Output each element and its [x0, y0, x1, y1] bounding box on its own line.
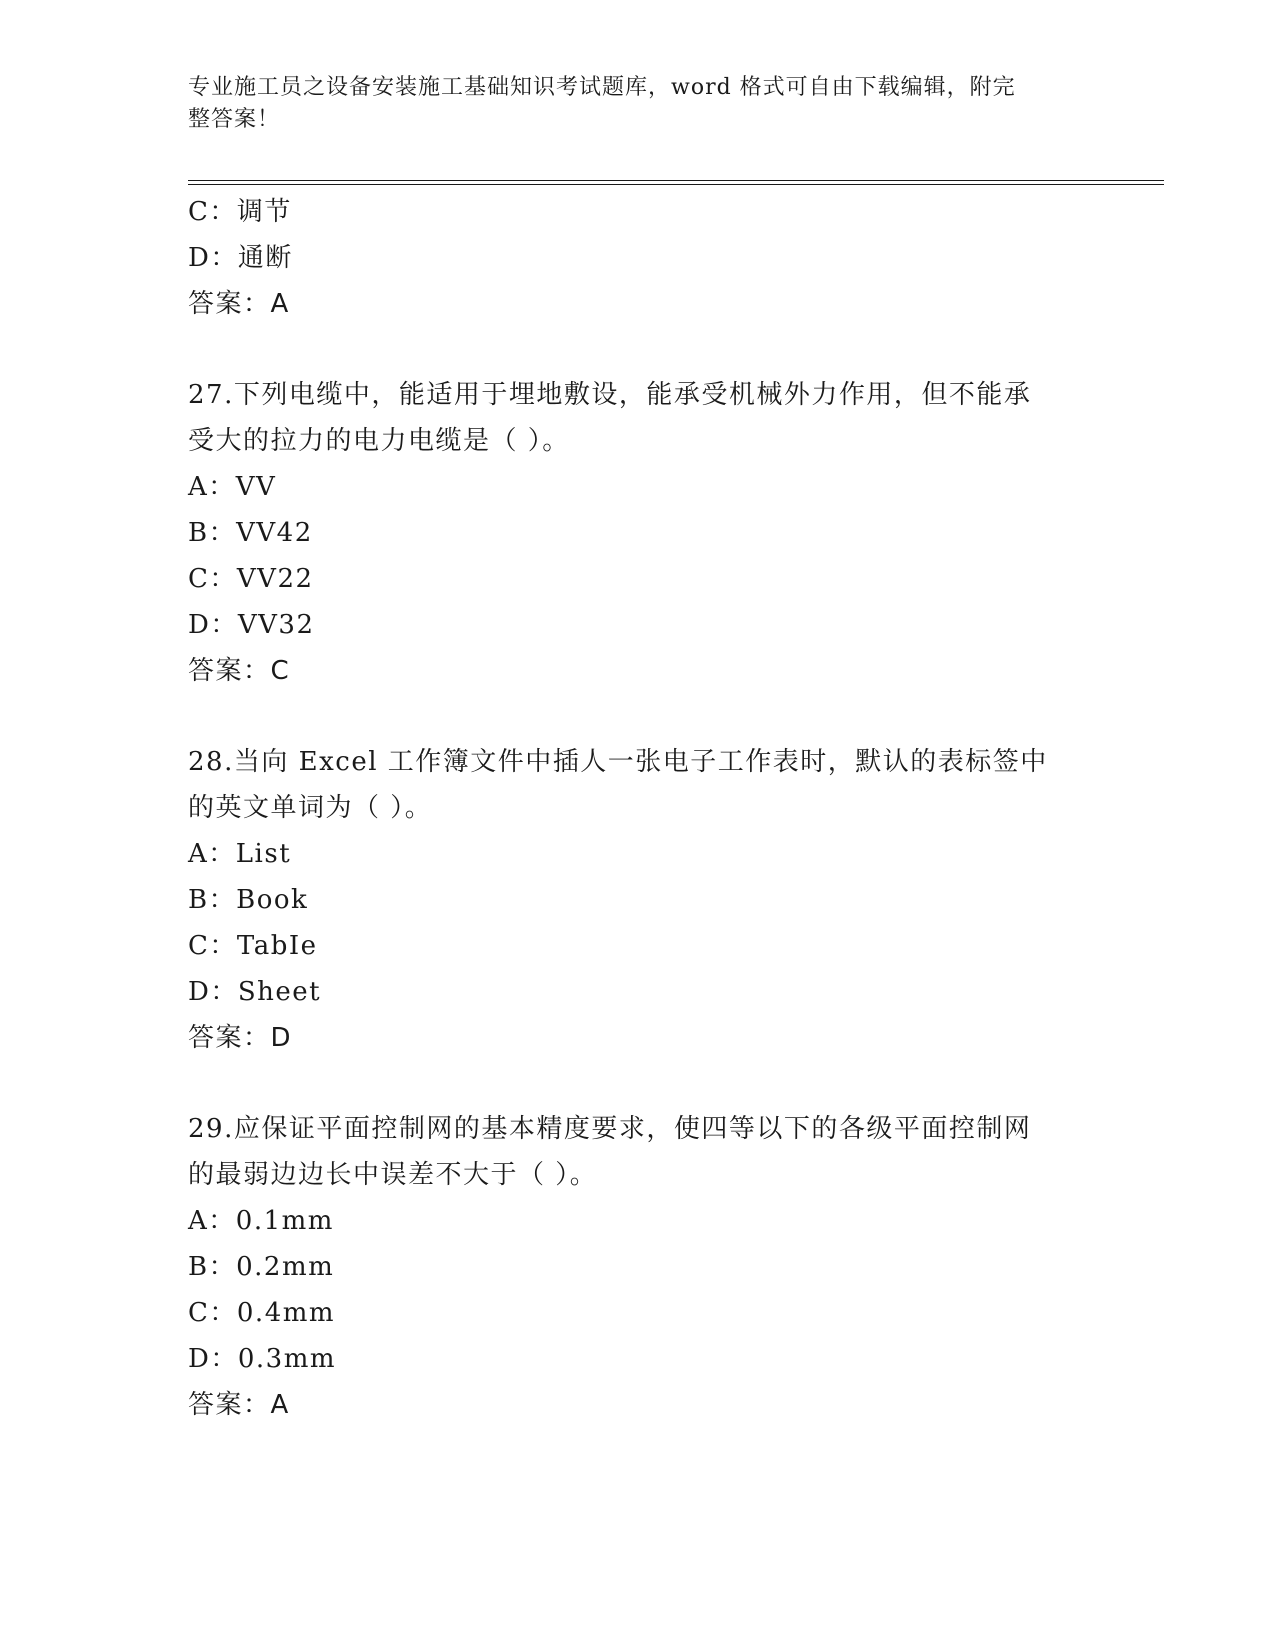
option-d: D：通断 — [188, 243, 293, 273]
question-stem-line: 28.当向 Excel 工作簿文件中插人一张电子工作表时，默认的表标签中 — [188, 747, 1048, 777]
question-stem-line: 29.应保证平面控制网的基本精度要求，使四等以下的各级平面控制网 — [188, 1114, 1032, 1144]
option-c: C：调节 — [188, 197, 292, 227]
question-stem-line: 的最弱边边长中误差不大于（ ）。 — [188, 1160, 598, 1190]
header-divider — [188, 180, 1164, 185]
question-29 — [188, 1106, 1088, 1428]
answer-line: 答案：A — [188, 289, 290, 319]
option-a: A：List — [188, 839, 292, 869]
question-stem-line: 受大的拉力的电力电缆是（ ）。 — [188, 426, 570, 456]
option-d: D：Sheet — [188, 977, 322, 1007]
question-stem-line: 的英文单词为（ ）。 — [188, 793, 433, 823]
question-28 — [188, 739, 1088, 1061]
question-list — [188, 189, 1088, 1428]
option-c: C：VV22 — [188, 564, 314, 594]
answer-line: 答案：D — [188, 1023, 293, 1053]
question-27 — [188, 372, 1088, 694]
option-d: D：VV32 — [188, 610, 315, 640]
header-title-line-1: 专业施工员之设备安装施工基础知识考试题库，word 格式可自由下载编辑，附完 — [188, 75, 1016, 100]
question-stem-line: 27.下列电缆中，能适用于埋地敷设，能承受机械外力作用，但不能承 — [188, 380, 1032, 410]
option-c: C：0.4mm — [188, 1298, 336, 1328]
option-b: B：0.2mm — [188, 1252, 335, 1282]
previous-question-tail — [188, 189, 1088, 327]
option-a: A：0.1mm — [188, 1206, 334, 1236]
option-d: D：0.3mm — [188, 1344, 337, 1374]
option-b: B：Book — [188, 885, 309, 915]
answer-line: 答案：C — [188, 656, 291, 686]
header-title-line-2: 整答案！ — [188, 107, 281, 132]
answer-line: 答案：A — [188, 1390, 290, 1420]
option-a: A：VV — [188, 472, 277, 502]
document-header — [188, 72, 1088, 136]
option-c: C：TabIe — [188, 931, 318, 961]
option-b: B：VV42 — [188, 518, 313, 548]
